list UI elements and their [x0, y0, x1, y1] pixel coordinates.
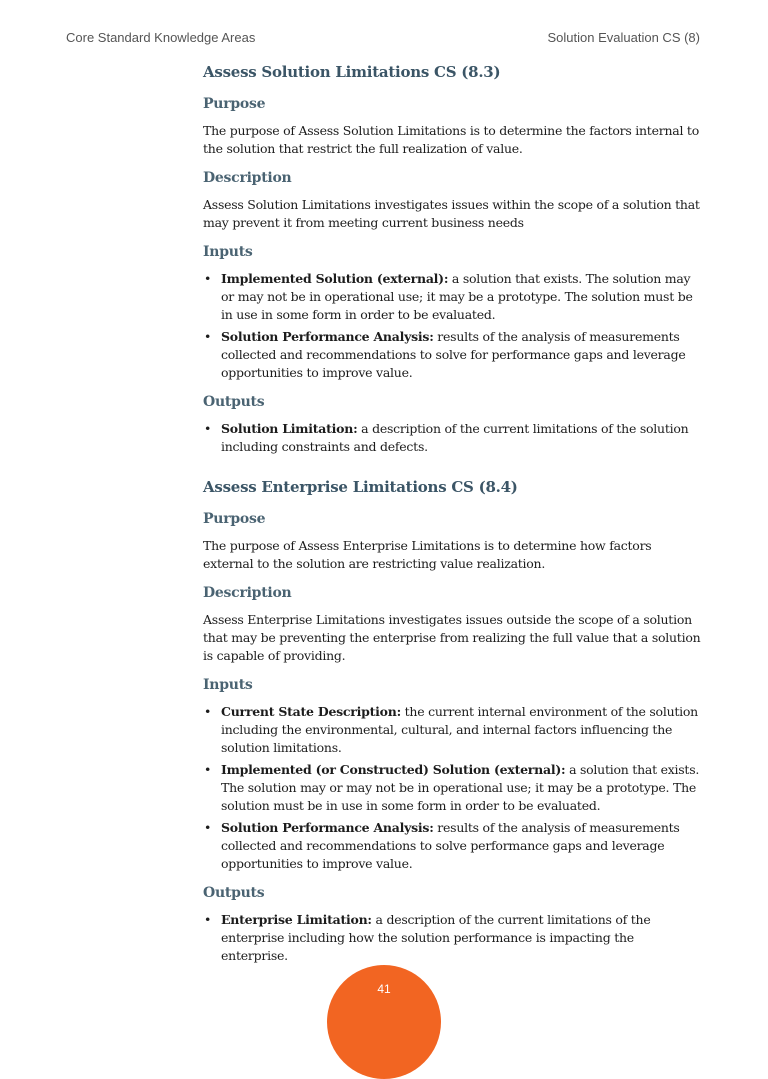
- output-term: Solution Limitation:: [221, 421, 358, 436]
- input-term: Solution Performance Analysis:: [221, 820, 434, 835]
- page-number: 41: [377, 982, 391, 996]
- outputs-list: [203, 420, 703, 456]
- list-item: [203, 819, 703, 873]
- inputs-heading: Inputs: [203, 677, 253, 693]
- input-text: a solution that exists. The solution may or may not be in operational use; it may be a prototype. The solution must be in use in some form in order to be evaluated.: [221, 762, 700, 813]
- input-text: results of the analysis of measurements collected and recommendations to solve performance gaps and leverage opportunities to improve value.: [221, 820, 680, 871]
- output-text: a description of the current limitations of the solution including constraints and defects.: [221, 421, 689, 454]
- description-text: Assess Enterprise Limitations investigates issues outside the scope of a solution that may be preventing the enterprise from realizing the full value that a solution is capable of providing.: [203, 612, 701, 663]
- outputs-heading: Outputs: [203, 885, 265, 901]
- bullet: •: [204, 704, 212, 719]
- input-text: the current internal environment of the solution including the environmental, cultural, and internal factors influencing the solution limitations.: [221, 704, 698, 755]
- bullet: •: [204, 912, 212, 927]
- list-item: [203, 761, 703, 815]
- list-item: [203, 270, 703, 324]
- input-term: Solution Performance Analysis:: [221, 329, 434, 344]
- bullet: •: [204, 421, 212, 436]
- bullet: •: [204, 329, 212, 344]
- bullet: •: [204, 762, 212, 777]
- purpose-heading: Purpose: [203, 511, 266, 527]
- input-text: a solution that exists. The solution may or may not be in operational use; it may be a prototype. The solution must be in use in some form in order to be evaluated.: [221, 271, 693, 322]
- input-term: Implemented Solution (external):: [221, 271, 449, 286]
- purpose-text: The purpose of Assess Enterprise Limitations is to determine how factors external to the solution are restricting value realization.: [203, 538, 652, 571]
- output-text: a description of the current limitations of the enterprise including how the solution performance is impacting the enterprise.: [221, 912, 651, 963]
- header-left-title: Core Standard Knowledge Areas: [66, 30, 256, 45]
- list-item: [203, 328, 703, 382]
- input-text: results of the analysis of measurements collected and recommendations to solve for performance gaps and leverage opportunities to improve value.: [221, 329, 686, 380]
- description-heading: Description: [203, 585, 292, 601]
- bullet: •: [204, 820, 212, 835]
- list-item: [203, 420, 703, 456]
- input-term: Current State Description:: [221, 704, 401, 719]
- running-header: [66, 30, 700, 48]
- list-item: [203, 911, 703, 965]
- inputs-list: [203, 270, 703, 382]
- section-title: Assess Solution Limitations CS (8.3): [203, 63, 501, 81]
- header-right-title: Solution Evaluation CS (8): [547, 30, 700, 45]
- purpose-heading: Purpose: [203, 96, 266, 112]
- section-title: Assess Enterprise Limitations CS (8.4): [203, 478, 518, 496]
- output-term: Enterprise Limitation:: [221, 912, 372, 927]
- list-item: [203, 703, 703, 757]
- description-heading: Description: [203, 170, 292, 186]
- page-content: [203, 62, 703, 976]
- purpose-text: The purpose of Assess Solution Limitations is to determine the factors internal to the solution that restrict the full realization of value.: [203, 123, 699, 156]
- description-text: Assess Solution Limitations investigates issues within the scope of a solution that may prevent it from meeting current business needs: [203, 197, 700, 230]
- input-term: Implemented (or Constructed) Solution (external):: [221, 762, 566, 777]
- inputs-heading: Inputs: [203, 244, 253, 260]
- inputs-list: [203, 703, 703, 873]
- outputs-heading: Outputs: [203, 394, 265, 410]
- bullet: •: [204, 271, 212, 286]
- outputs-list: [203, 911, 703, 965]
